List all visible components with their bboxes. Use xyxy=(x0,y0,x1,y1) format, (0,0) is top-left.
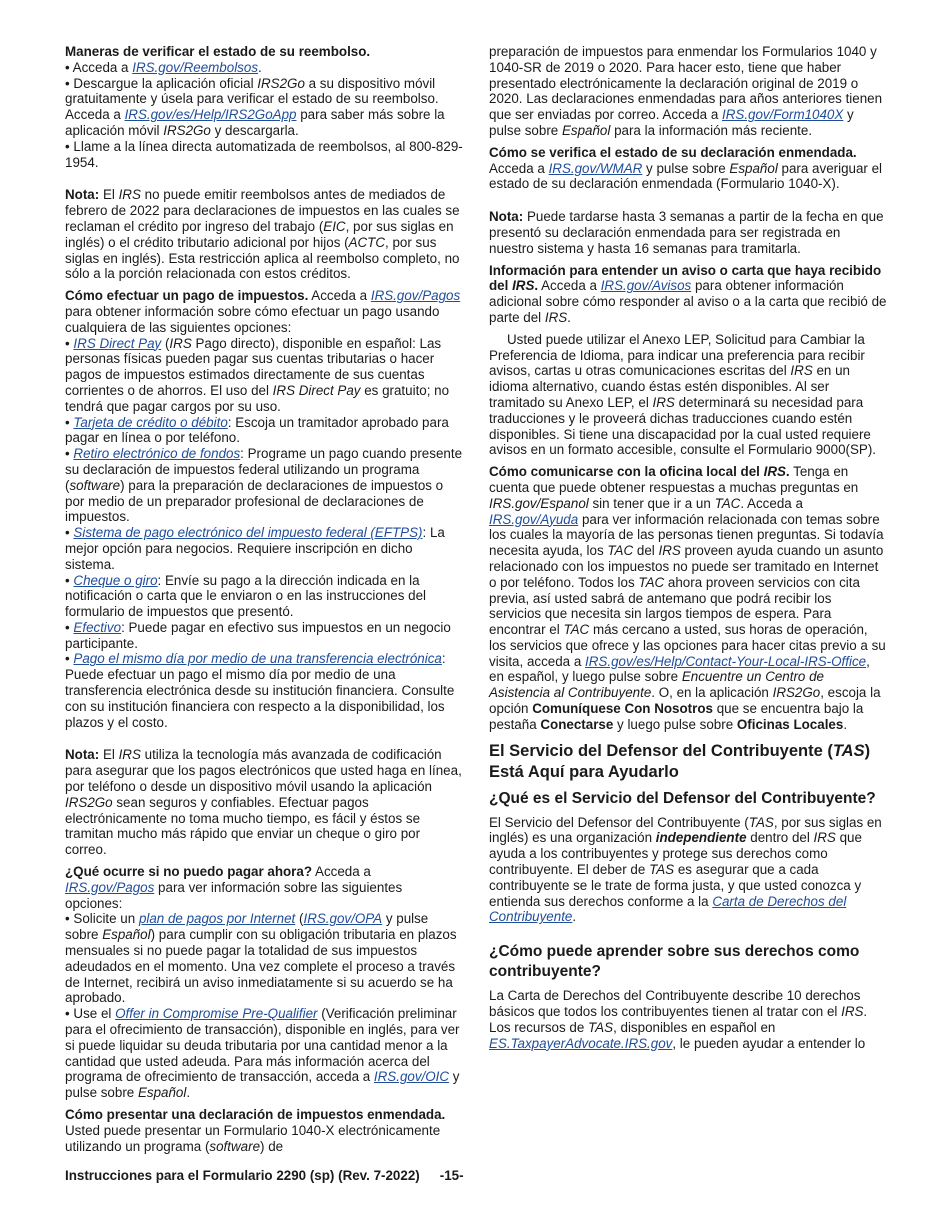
cant-pay-heading: ¿Qué ocurre si no puedo pagar ahora? xyxy=(65,864,313,880)
cant-pay-section: ¿Qué ocurre si no puedo pagar ahora? Acceda a IRS.gov/Pagos para ver información sobre las siguientes opciones: • Solicite un plan de pagos por Internet (IRS.gov/OPA y pulse sobre Español) para cumplir con su obligación tributaria en plazos mensuales si no puede pagar la totalidad de sus impuestos adeudados en el momento. Una vez complete el proceso a través de Internet, recibirá un aviso inmediatamente si su acuerdo se ha aprobado. • Use el Offer in Compromise Pre-Qualifier (Verificación preliminar para el ofrecimiento de transacción), disponible en inglés, para ver si puede liquidar su deuda tributaria por una cantidad menor a la cantidad que usted adeuda. Para más información acerca del programa de ofrecimiento de transacción, acceda a IRS.gov/OIC y pulse sobre Español. xyxy=(65,864,460,1101)
link-pagos-2[interactable]: IRS.gov/Pagos xyxy=(65,879,155,895)
note-amended-timing: Nota: Puede tardarse hasta 3 semanas a partir de la fecha en que presentó su declaración enmendada para ser registrada en nuestro sistema y hasta 16 semanas para tramitarla. xyxy=(489,209,884,256)
link-cheque[interactable]: Cheque o giro xyxy=(73,572,158,588)
link-form1040x[interactable]: IRS.gov/Form1040X xyxy=(722,107,844,123)
page-footer xyxy=(65,1168,464,1183)
footer-title: Instrucciones para el Formulario 2290 (sp) (Rev. 7-2022) xyxy=(65,1168,420,1183)
left-column xyxy=(65,44,463,1160)
refund-status-section: Maneras de verificar el estado de su reembolso. • Acceda a IRS.gov/Reembolsos. • Descargue la aplicación oficial IRS2Go a su dispositivo móvil gratuitamente y úsela para verificar el estado de su reembolso. Acceda a IRS.gov/es/Help/IRS2GoApp para saber más sobre la aplicación móvil IRS2Go y descargarla. • Llame a la línea directa automatizada de reembolsos, al 800-829-1954. xyxy=(65,44,463,170)
link-avisos[interactable]: IRS.gov/Avisos xyxy=(600,278,692,294)
link-reembolsos[interactable]: IRS.gov/Reembolsos xyxy=(132,59,259,75)
lep-paragraph: Usted puede utilizar el Anexo LEP, Solicitud para Cambiar la Preferencia de Idioma, para indicar una preferencia para recibir avisos, cartas u otras comunicaciones escritas del IRS en un idioma alternativo, cuando éstas estén disponibles. Al ser tramitado su Anexo LEP, el IRS determinará su necesidad para traducciones y le proveerá dichas traducciones cuando estén disponibles. Si tiene una discapacidad por la cual usted requiere avisos en un formato accesible, consulte el Formulario 9000(SP). xyxy=(489,331,877,458)
link-ayuda[interactable]: IRS.gov/Ayuda xyxy=(489,511,579,527)
tas-paragraph-2: La Carta de Derechos del Contribuyente describe 10 derechos básicos que todos los contribuyentes tienen al tratar con el IRS. Los recursos de TAS, disponibles en español en ES.TaxpayerAdvocate.IRS.gov, le pueden ayudar a entender lo xyxy=(489,988,868,1051)
link-pagos[interactable]: IRS.gov/Pagos xyxy=(370,288,461,304)
link-oic-prequalifier[interactable]: Offer in Compromise Pre-Qualifier xyxy=(115,1006,318,1022)
tas-subheading-rights: ¿Cómo puede aprender sobre sus derechos como contribuyente? xyxy=(489,943,860,981)
link-direct-pay[interactable]: IRS Direct Pay xyxy=(73,335,162,351)
link-wmar[interactable]: IRS.gov/WMAR xyxy=(548,160,643,176)
refund-status-heading: Maneras de verificar el estado de su reembolso. xyxy=(65,44,371,59)
note-security: Nota: El IRS utiliza la tecnología más avanzada de codificación para asegurar que los pagos electrónicos que usted haga en línea, por teléfono o desde un dispositivo móvil usando la aplicación IRS2Go sean seguros y confiables. Efectuar pagos electrónicamente no toma mucho tiempo, es fácil y éstos se tramitan mucho más rápido que enviar un cheque o giro por correo. xyxy=(65,747,462,858)
link-plan-pagos[interactable]: plan de pagos por Internet xyxy=(138,911,296,927)
tas-paragraph-1: El Servicio del Defensor del Contribuyente (TAS, por sus siglas en inglés) es una organización independiente dentro del IRS que ayuda a los contribuyentes y protege sus derechos como contribuyente. El deber de TAS es asegurar que a cada contribuyente se le trate de forma justa, y que usted conozca y entienda sus derechos conforme a la Carta de Derechos del Contribuyente. xyxy=(489,814,882,925)
verify-amended-section: Cómo se verifica el estado de su declaración enmendada. Acceda a IRS.gov/WMAR y pulse sobre Español para averiguar el estado de su declaración enmendada (Formulario 1040-X). xyxy=(489,144,883,192)
link-taxpayer-advocate[interactable]: ES.TaxpayerAdvocate.IRS.gov xyxy=(489,1035,673,1051)
tas-subheading-what: ¿Qué es el Servicio del Defensor del Contribuyente? xyxy=(489,789,876,807)
tas-title: El Servicio del Defensor del Contribuyente (TAS) Está Aquí para Ayudarlo xyxy=(489,741,871,781)
link-eftps[interactable]: Sistema de pago electrónico del impuesto federal (EFTPS) xyxy=(73,525,423,541)
right-column xyxy=(489,44,887,1057)
link-retiro[interactable]: Retiro electrónico de fondos xyxy=(73,446,241,462)
amended-return-section: Cómo presentar una declaración de impuestos enmendada. Usted puede presentar un Formulario 1040-X electrónicamente utilizando un programa (software) de xyxy=(65,1107,446,1154)
amended-continued: preparación de impuestos para enmendar los Formularios 1040 y 1040-SR de 2019 o 2020. Para hacer esto, tiene que haber presentado electrónicamente la declaración original de 2019 o 2020. Las declaraciones enmendadas para años anteriores tienen que ser enviadas por correo. Acceda a IRS.gov/Form1040X y pulse sobre Español para la información más reciente. xyxy=(489,44,883,138)
link-opa[interactable]: IRS.gov/OPA xyxy=(303,911,383,927)
notice-section: Información para entender un aviso o carta que haya recibido del IRS. Acceda a IRS.gov/Avisos para obtener información adicional sobre cómo responder al aviso o a la carta que recibió de parte del IRS. xyxy=(489,262,887,325)
page-number: -15- xyxy=(439,1168,464,1183)
link-carta-derechos[interactable]: Carta de Derechos del Contribuyente xyxy=(489,893,847,925)
local-office-section: Cómo comunicarse con la oficina local del IRS. Tenga en cuenta que puede obtener respuestas a muchas preguntas en IRS.gov/Espanol sin tener que ir a un TAC. Acceda a IRS.gov/Ayuda para ver información relacionada con temas sobre los cuales la mayoría de las personas tienen preguntas. Si todavía necesita ayuda, los TAC del IRS proveen ayuda cuando un asunto relacionado con los impuestos no puede ser tramitado en Internet o por teléfono. Todos los TAC ahora proveen servicios con cita previa, así usted sabrá de antemano que podrá recibir los servicios que necesita sin largos tiempos de espera. Para encontrar el TAC más cercano a usted, sus horas de operación, los servicios que ofrece y las opciones para hacer citas previo a su visita, acceda a IRS.gov/es/Help/Contact-Your-Local-IRS-Office, en español, y luego pulse sobre Encuentre un Centro de Asistencia al Contribuyente. O, en la aplicación IRS2Go, escoja la opción Comuníquese Con Nosotros que se encuentra bajo la pestaña Conectarse y luego pulse sobre Oficinas Locales. xyxy=(489,464,886,732)
link-tarjeta[interactable]: Tarjeta de crédito o débito xyxy=(73,414,228,430)
link-mismo-dia[interactable]: Pago el mismo día por medio de una transferencia electrónica xyxy=(73,651,442,667)
link-irs2goapp[interactable]: IRS.gov/es/Help/IRS2GoApp xyxy=(124,107,297,123)
pay-heading: Cómo efectuar un pago de impuestos. xyxy=(65,288,309,304)
bullet: • xyxy=(65,59,73,75)
note-refunds: Nota: El IRS no puede emitir reembolsos antes de mediados de febrero de 2022 para declaraciones de impuestos en las cuales se reclaman el crédito por ingreso del trabajo (EIC, por sus siglas en inglés) o el crédito tributario adicional por hijos (ACTC, por sus siglas en inglés). Esta restricción aplica al reembolso completo, no sólo a la porción relacionada con estos créditos. xyxy=(65,187,460,282)
pay-taxes-section: Cómo efectuar un pago de impuestos. Acceda a IRS.gov/Pagos para obtener información sobre cómo efectuar un pago usando cualquiera de las siguientes opciones: • IRS Direct Pay (IRS Pago directo), disponible en español: Las personas físicas pueden pagar sus cuentas tributarias o hacer pagos de impuestos estimados directamente de sus cuentas corrientes o de ahorros. El uso del IRS Direct Pay es gratuito; no tendrá que pagar cargos por su uso. • Tarjeta de crédito o débito: Escoja un tramitador aprobado para pagar en línea o por teléfono. • Retiro electrónico de fondos: Programe un pago cuando presente su declaración de impuestos federal utilizando un programa (software) para la preparación de declaraciones de impuestos o por medio de un preparador profesional de declaraciones de impuestos. • Sistema de pago electrónico del impuesto federal (EFTPS): La mejor opción para negocios. Requiere inscripción en dicho sistema. • Cheque o giro: Envíe su pago a la dirección indicada en la notificación o carta que le enviaron o en las instrucciones del formulario de impuestos que presentó. • Efectivo: Puede pagar en efectivo sus impuestos en un negocio participante. • Pago el mismo día por medio de una transferencia electrónica: Puede efectuar un pago el mismo día por medio de una transferencia electrónica desde su institución financiera. Consulte con su institución financiera con respecto a la disponibilidad, los plazos y el costo. xyxy=(65,288,463,730)
link-efectivo[interactable]: Efectivo xyxy=(73,619,122,635)
amend-heading: Cómo presentar una declaración de impuestos enmendada. xyxy=(65,1107,446,1122)
link-oic[interactable]: IRS.gov/OIC xyxy=(373,1069,450,1085)
link-local-office[interactable]: IRS.gov/es/Help/Contact-Your-Local-IRS-Office xyxy=(585,653,867,669)
